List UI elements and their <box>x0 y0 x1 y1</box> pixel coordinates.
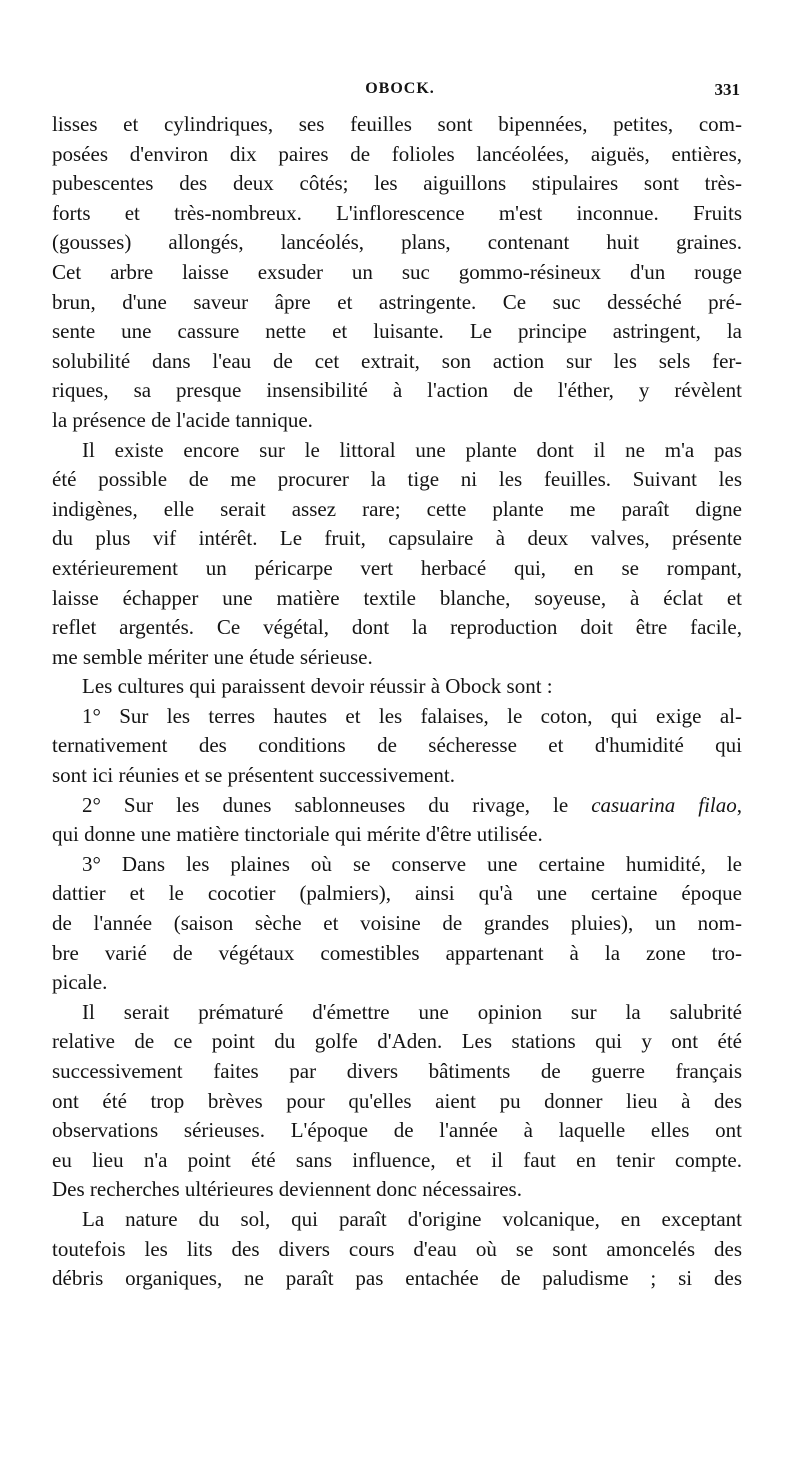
text-line: posées d'environ dix paires de folioles lancéolées, aiguës, entières, <box>52 141 742 166</box>
text-line: bre varié de végétaux comestibles appartenant à la zone tro- <box>52 940 742 965</box>
text-line: observations sérieuses. L'époque de l'année à laquelle elles ont <box>52 1118 742 1143</box>
text-line: 1° Sur les terres hautes et les falaises, le coton, qui exige al- <box>82 703 742 728</box>
text-line: riques, sa presque insensibilité à l'action de l'éther, y révèlent <box>52 378 742 403</box>
text-line: Cet arbre laisse exsuder un suc gommo-résineux d'un rouge <box>52 259 742 284</box>
text-line: Il serait prématuré d'émettre une opinion sur la salubrité <box>82 999 742 1024</box>
species-name: casuarina filao <box>591 792 737 817</box>
text-line: (gousses) allongés, lancéolés, plans, contenant huit graines. <box>52 230 742 255</box>
text-line: solubilité dans l'eau de cet extrait, son action sur les sels fer- <box>52 348 742 373</box>
text-line: Il existe encore sur le littoral une plante dont il ne m'a pas <box>82 437 742 462</box>
text-line: été possible de me procurer la tige ni les feuilles. Suivant les <box>52 467 742 492</box>
text-line: 3° Dans les plaines où se conserve une certaine humidité, le <box>82 851 742 876</box>
text-line: ont été trop brèves pour qu'elles aient pu donner lieu à des <box>52 1088 742 1113</box>
text-line: du plus vif intérêt. Le fruit, capsulaire à deux valves, présente <box>52 526 742 551</box>
text-line: extérieurement un péricarpe vert herbacé qui, en se rompant, <box>52 555 742 580</box>
page-number: 331 <box>714 80 740 99</box>
text-line: lisses et cylindriques, ses feuilles sont bipennées, petites, com- <box>52 112 742 136</box>
text-line: Les cultures qui paraissent devoir réussir à Obock sont : <box>82 674 553 699</box>
text-line: sente une cassure nette et luisante. Le principe astringent, la <box>52 319 742 344</box>
text-line: laisse échapper une matière textile blanche, soyeuse, à éclat et <box>52 585 742 610</box>
body-text <box>52 110 742 1294</box>
text-line: reflet argentés. Ce végétal, dont la reproduction doit être facile, <box>52 615 742 640</box>
text-line: Des recherches ultérieures deviennent donc nécessaires. <box>52 1177 522 1202</box>
text-line: forts et très-nombreux. L'inflorescence m'est inconnue. Fruits <box>52 200 742 225</box>
text-line: relative de ce point du golfe d'Aden. Les stations qui y ont été <box>52 1029 742 1054</box>
text-line: picale. <box>52 970 108 995</box>
text-line: débris organiques, ne paraît pas entachée de paludisme ; si des <box>52 1266 742 1291</box>
text-line: brun, d'une saveur âpre et astringente. Ce suc desséché pré- <box>52 289 742 314</box>
text-line: toutefois les lits des divers cours d'eau où se sont amoncelés des <box>52 1236 742 1261</box>
text-line: dattier et le cocotier (palmiers), ainsi qu'à une certaine époque <box>52 881 742 906</box>
text-line: la présence de l'acide tannique. <box>52 407 313 432</box>
text-line: successivement faites par divers bâtiments de guerre français <box>52 1059 742 1083</box>
text-line: de l'année (saison sèche et voisine de grandes pluies), un nom- <box>52 911 742 936</box>
running-title: OBOCK. <box>365 80 435 97</box>
text-line: 2° Sur les dunes sablonneuses du rivage, le casuarina filao, <box>82 792 742 817</box>
text-line: ternativement des conditions de sécheresse et d'humidité qui <box>52 733 742 758</box>
text-line: me semble mériter une étude sérieuse. <box>52 644 373 669</box>
text-line: qui donne une matière tinctoriale qui mérite d'être utilisée. <box>52 822 543 847</box>
text-line: indigènes, elle serait assez rare; cette plante me paraît digne <box>52 496 742 521</box>
running-head <box>0 80 800 104</box>
text-line: pubescentes des deux côtés; les aiguillons stipulaires sont très- <box>52 171 742 196</box>
text-line: eu lieu n'a point été sans influence, et il faut en tenir compte. <box>52 1147 742 1172</box>
text-line: sont ici réunies et se présentent successivement. <box>52 763 455 788</box>
text-line: La nature du sol, qui paraît d'origine volcanique, en exceptant <box>82 1206 742 1231</box>
